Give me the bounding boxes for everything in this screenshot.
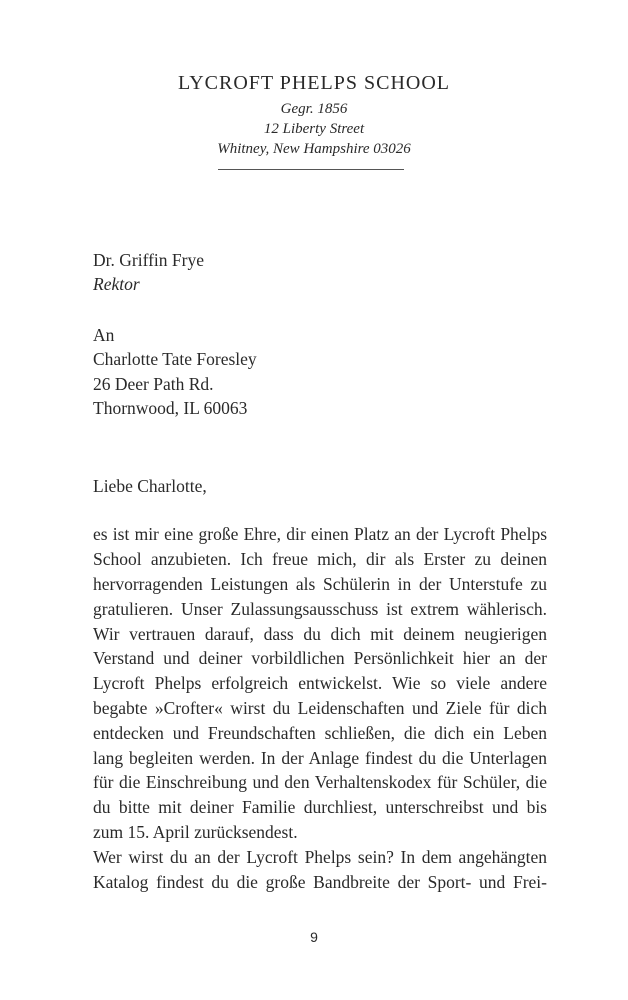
body-line: Lycroft Phelps erfolgreich entwickelst. Wie so viele andere [93, 673, 547, 693]
body-line: Katalog findest du die große Bandbreite der Sport- und Frei- [93, 872, 547, 892]
body-line: School anzubieten. Ich freue mich, dir als Erster zu deinen [93, 549, 547, 569]
sender-name: Dr. Griffin Frye [93, 250, 204, 270]
recipient-prefix: An [93, 325, 115, 345]
body-line: begabte »Crofter« wirst du Leidenschaften und Ziele für dich [93, 698, 547, 718]
school-street: 12 Liberty Street [263, 121, 365, 137]
body-line: du bitte mit deiner Familie durchliest, unterschreibst und bis [93, 797, 547, 817]
recipient-city: Thornwood, IL 60063 [93, 398, 248, 418]
body-line: hervorragenden Leistungen als Schülerin in der Unterstufe zu [93, 574, 547, 594]
recipient-name: Charlotte Tate Foresley [93, 349, 257, 369]
page-number: 9 [310, 929, 318, 945]
body-line: Wer wirst du an der Lycroft Phelps sein? In dem angehängten [93, 847, 547, 867]
body-line: Verstand und deiner vorbildlichen Persönlichkeit hier an der [93, 648, 547, 668]
body-line: gratulieren. Unser Zulassungsausschuss ist extrem wählerisch. [93, 599, 547, 619]
letterhead-divider [218, 169, 404, 170]
body-line: entdecken und Freundschaften schließen, die dich ein Leben [93, 723, 547, 743]
salutation: Liebe Charlotte, [93, 476, 207, 496]
body-line: lang begleiten werden. In der Anlage findest du die Unterlagen [93, 748, 547, 768]
body-line: es ist mir eine große Ehre, dir einen Platz an der Lycroft Phelps [93, 524, 547, 544]
body-line: zum 15. April zurücksendest. [93, 822, 298, 842]
founded-year: Gegr. 1856 [280, 101, 348, 117]
body-line: für die Einschreibung und den Verhaltenskodex für Schüler, die [93, 772, 547, 792]
school-city: Whitney, New Hampshire 03026 [217, 141, 411, 157]
recipient-street: 26 Deer Path Rd. [93, 374, 214, 394]
sender-title: Rektor [93, 274, 140, 294]
school-name: LYCROFT PHELPS SCHOOL [177, 72, 450, 94]
body-line: Wir vertrauen darauf, dass du dich mit deinem neugierigen [93, 624, 547, 644]
